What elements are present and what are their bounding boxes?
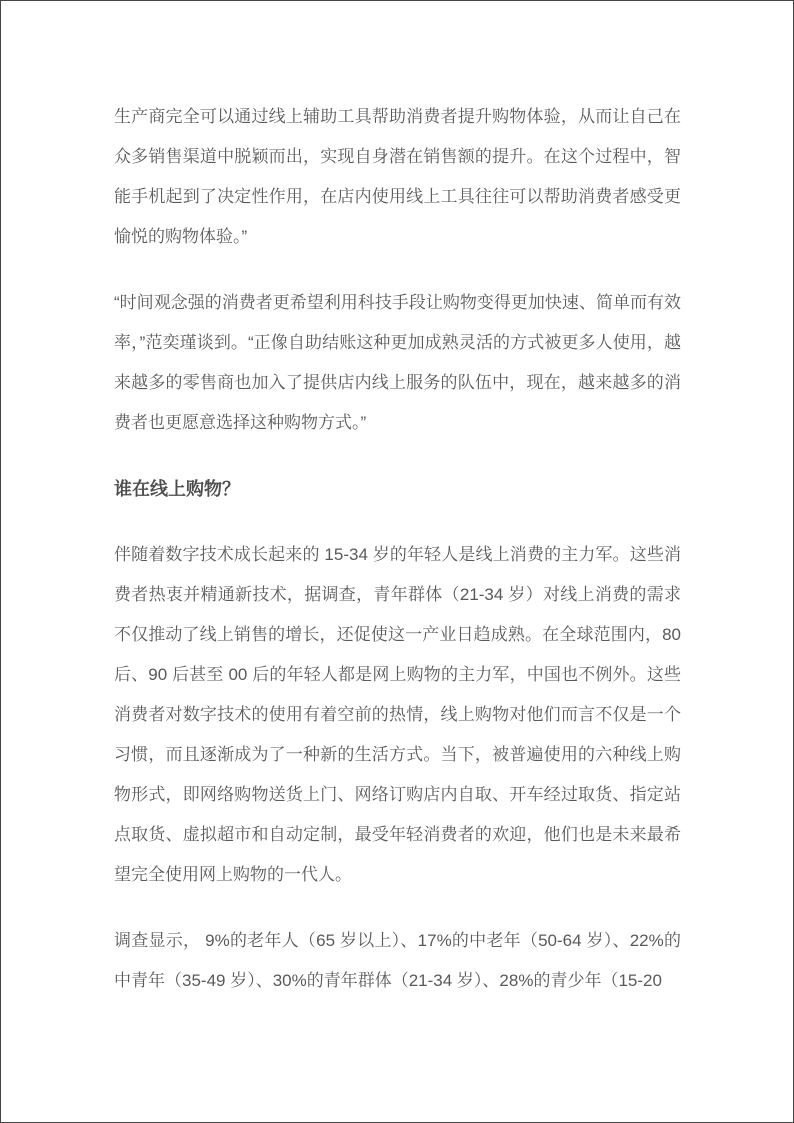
paragraph-survey-age-statistics: 调查显示， 9%的老年人（65 岁以上）、17%的中老年（50-64 岁）、22%的中青年（35-49 岁）、30%的青年群体（21-34 岁）、28%的青少年（15-20 bbox=[114, 931, 681, 990]
section-heading-who-shops-online: 谁在线上购物？ bbox=[114, 479, 240, 499]
paragraph-young-shoppers-main-force: 伴随着数字技术成长起来的 15-34 岁的年轻人是线上消费的主力军。这些消费者热衷并精通新技术，据调查，青年群体（21-34 岁）对线上消费的需求不仅推动了线上销售的增长，还促使这一产业日趋成熟。在全球范围内，80 后、90 后甚至 00 后的年轻人都是网上购物的主力军，中国也不例外。这些消费者对数字技术的使用有着空前的热情，线上购物对他们而言不仅是一个习惯，而且逐渐成为了一种新的生活方式。当下，被普遍使用的六种线上购物形式，即网络购物送货上门、网络订购店内自取、开车经过取货、指定站点取货、虚拟超市和自动定制，最受年轻消费者的欢迎，他们也是未来最希望完全使用网上购物的一代人。 bbox=[114, 545, 681, 884]
paragraph-fan-yijin-quote: “时间观念强的消费者更希望利用科技手段让购物变得更加快速、简单而有效率，”范奕瑾谈到。“正像自助结账这种更加成熟灵活的方式被更多人使用，越来越多的零售商也加入了提供店内线上服务的队伍中，现在，越来越多的消费者也更愿意选择这种购物方式。” bbox=[114, 293, 681, 432]
paragraph-producers-online-tools: 生产商完全可以通过线上辅助工具帮助消费者提升购物体验，从而让自己在众多销售渠道中脱颖而出，实现自身潜在销售额的提升。在这个过程中，智能手机起到了决定性作用，在店内使用线上工具往往可以帮助消费者感受更愉悦的购物体验。” bbox=[114, 107, 681, 246]
